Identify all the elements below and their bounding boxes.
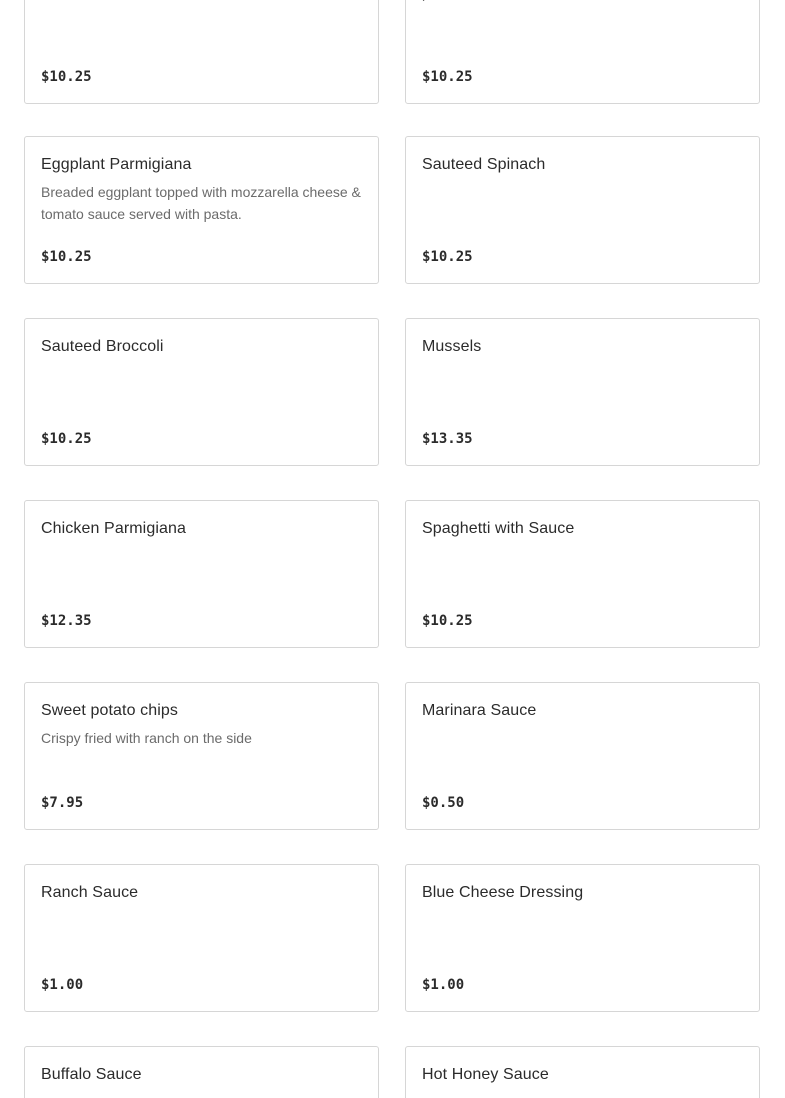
menu-item-name: Hot Honey Sauce [422, 1066, 549, 1083]
menu-item-card[interactable] [405, 500, 760, 648]
menu-item-price: $1.00 [422, 977, 465, 993]
menu-item-name: Mussels [422, 338, 482, 355]
menu-item-price: $12.35 [41, 613, 92, 629]
menu-item-price: $10.25 [422, 249, 473, 265]
menu-item-price: $10.25 [41, 431, 92, 447]
menu-item-name: Sauteed Spinach [422, 156, 546, 173]
menu-item-price: $10.25 [422, 613, 473, 629]
menu-item-price: $10.25 [41, 249, 92, 265]
menu-item-card[interactable] [24, 1046, 379, 1098]
menu-item-card[interactable] [405, 864, 760, 1012]
menu-item-card[interactable] [405, 682, 760, 830]
menu-item-card[interactable] [24, 682, 379, 830]
menu-item-card[interactable] [24, 500, 379, 648]
menu-item-card[interactable] [405, 318, 760, 466]
menu-item-description [422, 0, 745, 4]
menu-item-card[interactable] [405, 136, 760, 284]
menu-item-price: $7.95 [41, 795, 84, 811]
menu-item-card[interactable] [24, 0, 379, 104]
menu-item-name: Chicken Parmigiana [41, 520, 186, 537]
menu-item-name: Buffalo Sauce [41, 1066, 142, 1083]
menu-item-description: Crispy fried with ranch on the side [41, 730, 252, 746]
menu-item-name: Eggplant Parmigiana [41, 156, 192, 173]
menu-item-price: $10.25 [422, 69, 473, 85]
menu-item-card[interactable] [405, 0, 760, 104]
menu-item-name: Ranch Sauce [41, 884, 139, 901]
menu-item-name: Sauteed Broccoli [41, 338, 164, 355]
menu-item-card[interactable] [405, 1046, 760, 1098]
menu-item-name: Sweet potato chips [41, 702, 178, 719]
menu-item-description: Breaded eggplant topped with mozzarella cheese & tomato sauce served with pasta. [41, 184, 361, 222]
menu-item-card[interactable] [24, 136, 379, 284]
menu-item-price: $10.25 [41, 69, 92, 85]
menu-item-price: $13.35 [422, 431, 473, 447]
menu-item-price: $0.50 [422, 795, 465, 811]
menu-item-price: $1.00 [41, 977, 84, 993]
menu-item-name: Marinara Sauce [422, 702, 537, 719]
menu-item-name: Blue Cheese Dressing [422, 884, 584, 901]
menu-item-name: Spaghetti with Sauce [422, 520, 575, 537]
menu-item-card[interactable] [24, 864, 379, 1012]
menu-item-card[interactable] [24, 318, 379, 466]
